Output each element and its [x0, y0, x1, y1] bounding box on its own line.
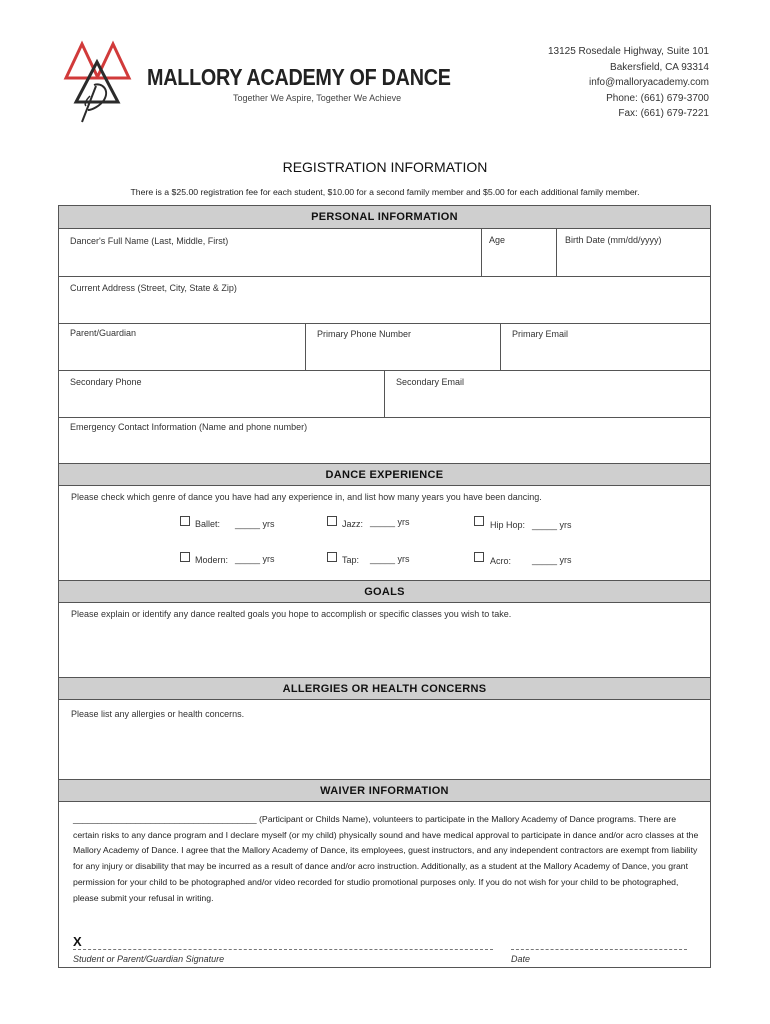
ballet-years-field[interactable]: _____ yrs	[235, 519, 275, 529]
hiphop-years-field[interactable]: _____ yrs	[532, 520, 572, 530]
modern-label: Modern:	[195, 555, 229, 565]
tagline: Together We Aspire, Together We Achieve	[233, 93, 402, 103]
waiver-text	[73, 812, 699, 906]
academy-logo-icon	[60, 40, 140, 126]
contact-fax: Fax: (661) 679-7221	[618, 108, 709, 119]
birth-date-field[interactable]: Birth Date (mm/dd/yyyy)	[565, 235, 662, 245]
jazz-checkbox[interactable]	[327, 516, 337, 526]
address-line-1: 13125 Rosedale Highway, Suite 101	[547, 46, 709, 57]
participant-name-blank[interactable]: ______________________________________	[73, 814, 257, 824]
tap-checkbox[interactable]	[327, 552, 337, 562]
contact-block	[548, 44, 709, 122]
contact-phone: Phone: (661) 679-3700	[606, 92, 709, 104]
org-name: MALLORY ACADEMY OF DANCE	[147, 64, 451, 90]
divider	[500, 323, 501, 370]
acro-years-field[interactable]: _____ yrs	[532, 555, 572, 565]
section-dance-experience: DANCE EXPERIENCE	[59, 463, 710, 486]
row-divider	[59, 276, 710, 277]
signature-line[interactable]	[73, 949, 493, 950]
signature-x-mark: X	[73, 934, 82, 949]
modern-checkbox[interactable]	[180, 552, 190, 562]
acro-label: Acro:	[490, 556, 512, 566]
primary-email-field[interactable]: Primary Email	[512, 329, 569, 339]
signature-label: Student or Parent/Guardian Signature	[73, 954, 225, 964]
section-waiver: WAIVER INFORMATION	[59, 779, 710, 802]
secondary-email-field[interactable]: Secondary Email	[396, 377, 465, 387]
hiphop-label: Hip Hop:	[490, 520, 526, 530]
address-field[interactable]: Current Address (Street, City, State & Zip)	[70, 283, 237, 293]
allergies-field[interactable]: Please list any allergies or health concerns.	[71, 709, 245, 719]
acro-checkbox[interactable]	[474, 552, 484, 562]
experience-instructions: Please check which genre of dance you have had any experience in, and list how many years you have been dancing.	[71, 492, 542, 502]
registration-form	[58, 205, 711, 968]
divider	[384, 370, 385, 417]
contact-email: info@malloryacademy.com	[588, 77, 709, 88]
divider	[556, 229, 557, 276]
hiphop-checkbox[interactable]	[474, 516, 484, 526]
ballet-label: Ballet:	[195, 519, 221, 529]
waiver-body: (Participant or Childs Name), volunteers to participate in the Mallory Academy of Dance programs. There are certain risks to any dance program and I declare myself (or my child) physically sound and have medical approval to participate in dance and/or acro classes at the Mallory Academy of Dance. I agree that the Mallory Academy of Dance, its employees, guest instructors, and any independent contractors are exempt from liability for any injury or disability that may be incurred as a result of dance and/or acro instruction. Additionally, as a student at the Mallory Academy of Dance, you grant permission for your child to be photographed and/or video recorded for studio promotional purposes only. If you do not wish for your child to be photographed, please submit your refusal in writing.	[73, 814, 699, 903]
row-divider	[59, 417, 710, 418]
date-label: Date	[511, 954, 531, 964]
jazz-years-field[interactable]: _____ yrs	[370, 517, 410, 527]
parent-guardian-field[interactable]: Parent/Guardian	[70, 328, 137, 338]
section-personal-information: PERSONAL INFORMATION	[59, 206, 710, 229]
age-field[interactable]: Age	[489, 235, 506, 245]
ballet-checkbox[interactable]	[180, 516, 190, 526]
modern-years-field[interactable]: _____ yrs	[235, 554, 275, 564]
address-line-2: Bakersfield, CA 93314	[610, 61, 709, 73]
divider	[305, 323, 306, 370]
jazz-label: Jazz:	[342, 519, 364, 529]
full-name-field[interactable]: Dancer's Full Name (Last, Middle, First)	[70, 236, 229, 246]
divider	[481, 229, 482, 276]
primary-phone-field[interactable]: Primary Phone Number	[317, 329, 412, 339]
row-divider	[59, 323, 710, 324]
emergency-contact-field[interactable]: Emergency Contact Information (Name and phone number)	[70, 422, 308, 432]
secondary-phone-field[interactable]: Secondary Phone	[70, 377, 142, 387]
section-allergies: ALLERGIES OR HEALTH CONCERNS	[59, 677, 710, 700]
tap-label: Tap:	[342, 555, 360, 565]
fee-note: There is a $25.00 registration fee for each student, $10.00 for a second family member and $5.00 for each additional family member.	[130, 187, 640, 197]
date-line[interactable]	[511, 949, 687, 950]
section-goals: GOALS	[59, 580, 710, 603]
tap-years-field[interactable]: _____ yrs	[370, 554, 410, 564]
goals-field[interactable]: Please explain or identify any dance realted goals you hope to accomplish or specific classes you wish to take.	[71, 609, 512, 619]
page-title: REGISTRATION INFORMATION	[282, 159, 488, 175]
